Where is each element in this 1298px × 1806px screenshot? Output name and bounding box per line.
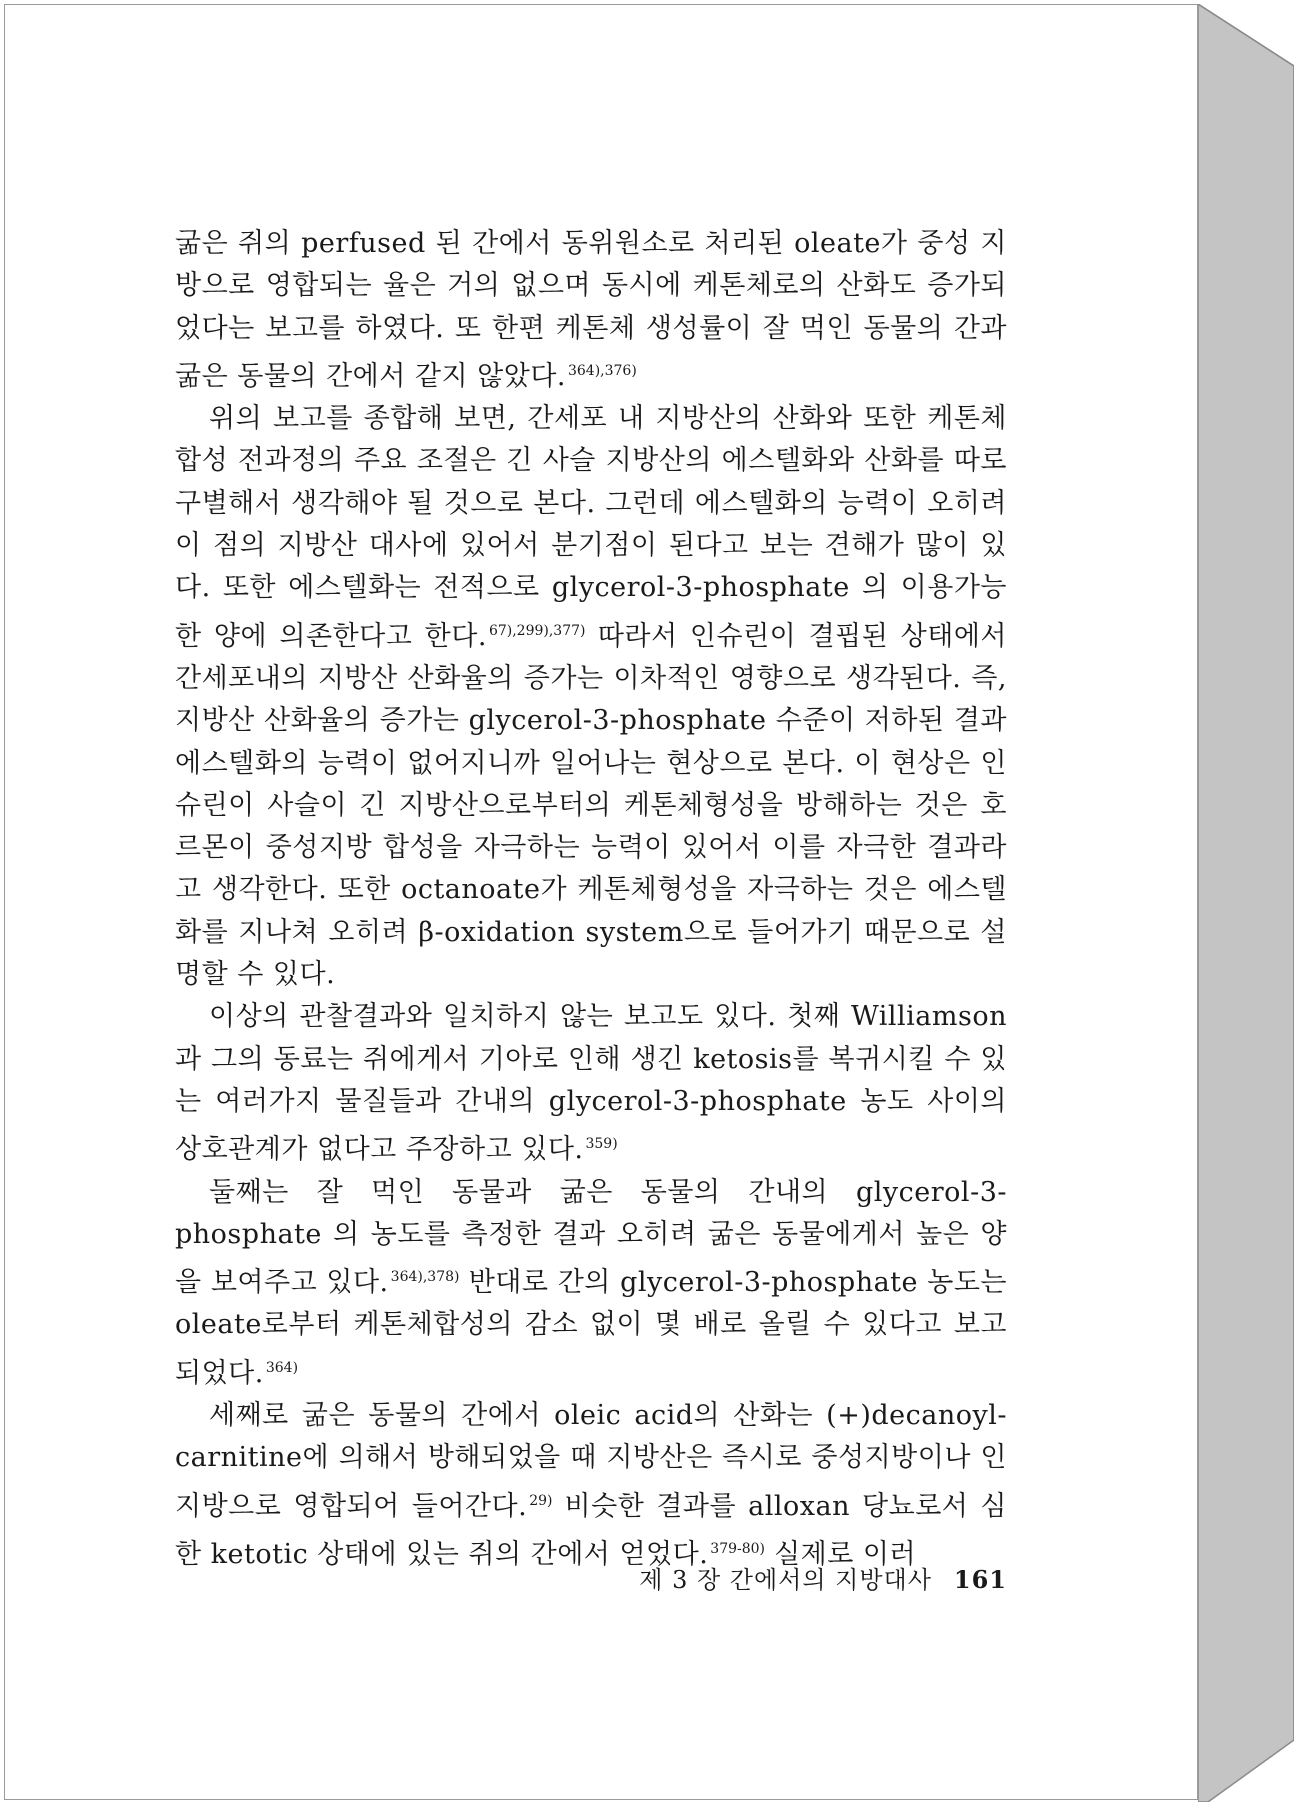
paragraph-text: 둘째는 잘 먹인 동물과 굶은 동물의 간내의 glycerol-3-phosphate 의 농도를 측정한 결과 오히려 굶은 동물에게서 높은 양을 보여주고 있다.	[175, 1176, 1007, 1299]
page-number: 161	[953, 1565, 1007, 1594]
paragraph	[175, 398, 1007, 996]
citation-ref: 359)	[585, 1136, 618, 1153]
paragraph-text: 이상의 관찰결과와 일치하지 않는 보고도 있다. 첫째 Williamson 과 그의 동료는 쥐에게서 기아로 인해 생긴 ketosis를 복귀시킬 수 있는 여러가지 물질들과 간내의 glycerol-3-phosphate 농도 사이의 상호관계가 없다고 주장하고 있다.	[175, 1001, 1007, 1166]
citation-ref: 364),376)	[567, 362, 637, 379]
paragraph	[175, 996, 1007, 1171]
paragraph-text: 세째로 굶은 동물의 간에서 oleic acid의 산화는 (+)decanoyl-carnitine에 의해서 방해되었을 때 지방산은 즉시로 중성지방이나 인지방으로 영합되어 들어간다.	[175, 1400, 1007, 1522]
body-text	[175, 223, 1007, 1576]
citation-ref: 67),299),377)	[488, 622, 586, 639]
paragraph-text: 위의 보고를 종합해 보면, 간세포 내 지방산의 산화와 또한 케톤체합성 전과정의 주요 조절은 긴 사슬 지방산의 에스텔화와 산화를 따로 구별해서 생각해야 될 것으로 본다. 그런데 에스텔화의 능력이 오히려 이 점의 지방산 대사에 있어서 분기점이 된다고 보는 견해가 많이 있다. 또한 에스텔화는 전적으로 glycerol-3-phosphate 의 이용가능한 양에 의존한다고 한다.	[175, 403, 1007, 652]
paragraph-text: 반대로 간의 glycerol-3-phosphate 농도는 oleate로부터 케톤체합성의 감소 없이 몇 배로 올릴 수 있다고 보고되었다.	[175, 1267, 1007, 1389]
paragraph-text: 굶은 쥐의 perfused 된 간에서 동위원소로 처리된 oleate가 중성 지방으로 영합되는 율은 거의 없으며 동시에 케톤체로의 산화도 증가되었다는 보고를 하였다. 또 한편 케톤체 생성률이 잘 먹인 동물의 간과 굶은 동물의 간에서 같지 않았다.	[175, 228, 1007, 392]
citation-ref: 364)	[265, 1359, 299, 1376]
paragraph-text: 따라서 인슈린이 결핍된 상태에서 간세포내의 지방산 산화율의 증가는 이차적인 영향으로 생각된다. 즉, 지방산 산화율의 증가는 glycerol-3-phosphate 수준이 저하된 결과 에스텔화의 능력이 없어지니까 일어나는 현상으로 본다. 이 현상은 인슈린이 사슬이 긴 지방산으로부터의 케톤체형성을 방해하는 것은 호르몬이 중성지방 합성을 자극하는 능력이 있어서 이를 자극한 결과라고 생각한다. 또한 octanoate가 케톤체형성을 자극하는 것은 에스텔화를 지나쳐 오히려 β-oxidation system으로 들어가기 때문으로 설명할 수 있다.	[175, 620, 1007, 991]
paragraph-text: 비슷한 결과를 alloxan 당뇨로서 심한 ketotic 상태에 있는 쥐의 간에서 얻었다.	[175, 1490, 1007, 1570]
citation-ref: 29)	[529, 1492, 553, 1509]
paragraph	[175, 1395, 1007, 1576]
paragraph	[175, 223, 1007, 398]
paragraph	[175, 1172, 1007, 1395]
running-footer	[623, 1560, 1007, 1595]
chapter-title: 제 3 장 간에서의 지방대사	[639, 1566, 932, 1594]
paragraph-text: 실제로 이러	[765, 1538, 917, 1570]
citation-ref: 379-80)	[710, 1540, 766, 1557]
citation-ref: 364),378)	[390, 1269, 460, 1286]
page-sheet	[4, 4, 1198, 1800]
book-spine-edge	[1198, 4, 1294, 1802]
